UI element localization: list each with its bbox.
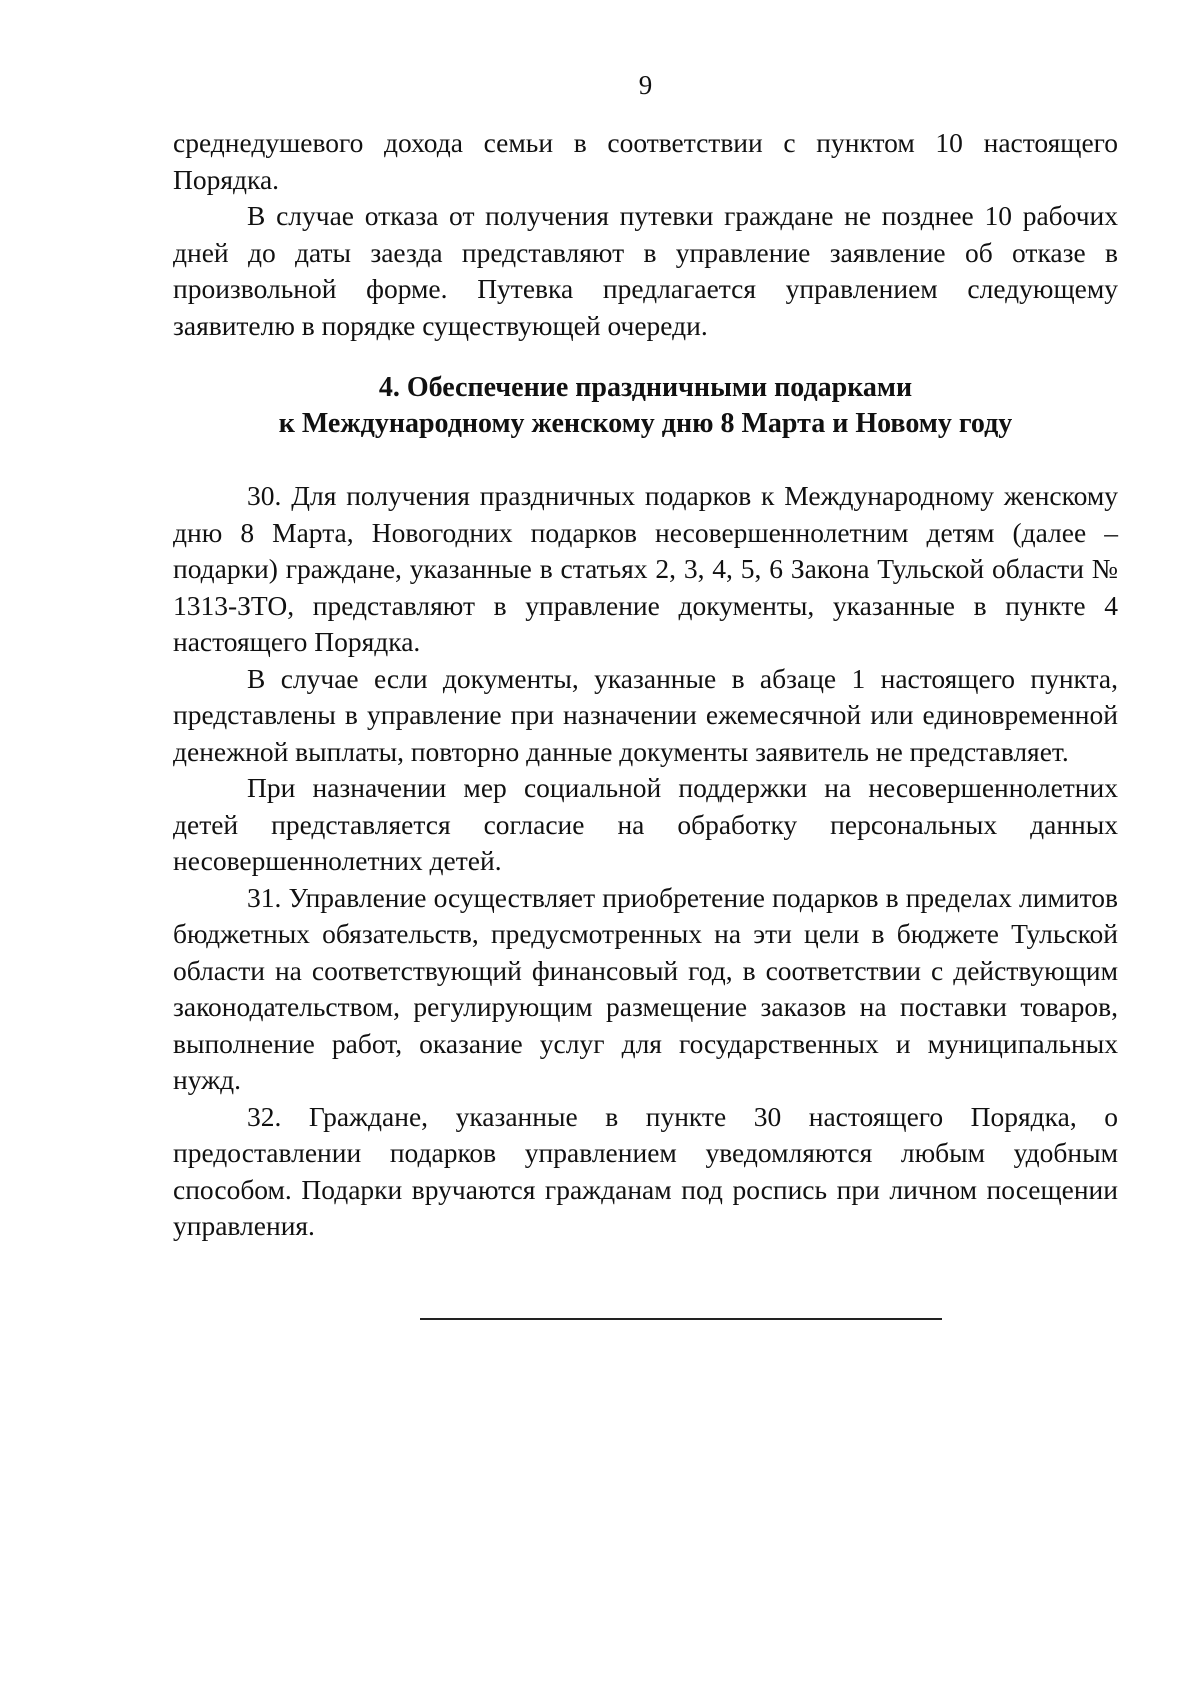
end-of-document-rule [420, 1318, 942, 1320]
page-number: 9 [638, 70, 653, 100]
document-body [173, 125, 1118, 1245]
section-heading [173, 370, 1118, 442]
paragraph-item-30: 30. Для получения праздничных подарков к Международному женскому дню 8 Марта, Новогодних подарков несовершеннолетним детям (далее – подарки) граждане, указанные в статьях 2, 3, 4, 5, 6 Закона Тульской области № 1313-ЗТО, представляют в управление документы, указанные в пункте 4 настоящего Порядка. [173, 480, 1118, 657]
paragraph-item-31: 31. Управление осуществляет приобретение подарков в пределах лимитов бюджетных обязательств, предусмотренных на эти цели в бюджете Тульской области на соответствующий финансовый год, в соответствии с действующим законодательством, регулирующим размещение заказов на поставки товаров, выполнение работ, оказание услуг для государственных и муниципальных нужд. [173, 881, 1118, 1095]
paragraph-consent-minors: При назначении мер социальной поддержки на несовершеннолетних детей представляется согласие на обработку персональных данных несовершеннолетних детей. [173, 772, 1118, 876]
paragraph-item-32: 32. Граждане, указанные в пункте 30 настоящего Порядка, о предоставлении подарков управлением уведомляются любым удобным способом. Подарки вручаются гражданам под роспись при личном посещении управления. [173, 1100, 1118, 1241]
paragraph-continuation: среднедушевого дохода семьи в соответствии с пунктом 10 настоящего Порядка. [173, 127, 1118, 195]
section-heading-line-1: 4. Обеспечение праздничными подарками [378, 372, 913, 403]
paragraph-refusal-voucher: В случае отказа от получения путевки граждане не позднее 10 рабочих дней до даты заезда представляют в управление заявление об отказе в произвольной форме. Путевка предлагается управлением следующему заявителю в порядке существующей очереди. [173, 200, 1118, 341]
section-heading-line-2: к Международному женскому дню 8 Марта и Новому году [278, 408, 1013, 439]
paragraph-documents-not-resubmitted: В случае если документы, указанные в абзаце 1 настоящего пункта, представлены в управление при назначении ежемесячной или единовременной денежной выплаты, повторно данные документы заявитель не представляет. [173, 662, 1118, 767]
